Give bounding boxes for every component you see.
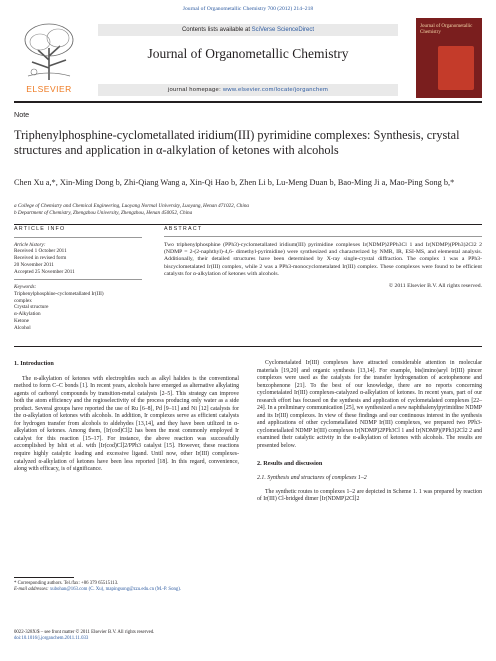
bottom-info	[14, 630, 314, 642]
intro-heading: 1. Introduction	[14, 360, 54, 367]
intro-paragraph: The α-alkylation of ketones with electrophiles such as alkyl halides is the conventional method to form C–C bonds [1]. In recent years, alcohols have emerged as alternative alkylating agents of carbonyl compounds by transition-metal catalysts [2–5]. This strategy can improve both the atom efficiency and the regioselectivity of the process producing only water as a side product. Several groups have reported the use of Ru [6–8], Pd [9–11] and Ni [12] catalysts for the α-alkylation of ketones with alcohols. In addition, Ir complexes serve as efficient catalysts for hydrogen transfer from alcohols to aldehydes [13,14], and they have been utilized in α-alkylation of ketones. Among them, [Ir(cod)Cl]2 has been the most commonly employed Ir catalyst for this reaction [15–17]. For instance, the above reaction was successfully accomplished by Ishii et al. with [Ir(cod)Cl]2/PPh3 catalyst [15]. However, these reactions require highly catalytic loading and excessive ligand. Until now, other Ir(III) complexes-catalyzed α-alkylation of ketones have been less reported [18]. In this regard, convenience, along with efficacy, is of significance.	[14, 375, 239, 473]
abstract-bottom-divider	[14, 346, 482, 347]
email-label: E-mail addresses:	[14, 586, 49, 592]
keyword-item: Triphenylphosphine-cyclometallated Ir(III)	[14, 290, 104, 297]
article-title: Triphenylphosphine-cyclometallated iridium(III) pyrimidine complexes: Synthesis, crystal structures and application in α-alkylation of ketones with alcohols	[14, 128, 460, 157]
contents-available	[98, 24, 398, 36]
footnote-divider	[14, 577, 74, 578]
history-revised-date: 20 November 2011	[14, 261, 54, 268]
keyword-item: α-Alkylation	[14, 311, 41, 318]
keyword-item: complex	[14, 297, 32, 304]
keywords-label: Keywords:	[14, 283, 37, 290]
footnotes	[14, 577, 239, 593]
author-list[interactable]: Chen Xu a,*, Xin-Ming Dong b, Zhi-Qiang Wang a, Xin-Qi Hao b, Zhen Li b, Lu-Meng Duan b, Bao-Ming Ji a, Mao-Ping Song b,*	[14, 178, 455, 187]
elsevier-tree-icon	[20, 20, 78, 82]
cover-artwork	[438, 46, 474, 90]
elsevier-wordmark: ELSEVIER	[26, 84, 72, 94]
abstract	[164, 226, 482, 289]
abstract-heading: ABSTRACT	[164, 226, 203, 232]
keyword-item: Alcohol	[14, 324, 31, 331]
keywords-divider	[14, 279, 142, 280]
article-info-divider	[14, 237, 142, 238]
article-info	[14, 226, 142, 332]
homepage-link[interactable]: www.elsevier.com/locate/jorganchem	[222, 87, 329, 93]
body-paragraph: Cyclometalated Ir(III) complexes have attracted considerable attention in molecular materials [19,20] and organic synthesis [13,14]. For example, bis(imino)aryl Ir(III) pincer complexes were used as the catalysts for the transfer hydrogenation of acetophenone and benzophenone [21]. To the best of our knowledge, there are no reports concerning cyclometalated Ir(III) complexes-catalyzed α-alkylation of ketones. In recent years, part of our research effort has focused on the synthesis and application of cyclometalated complexes [22–24]. In a preliminary communication [25], we synthesized a new naphthalenylpyrimidine NDMP and its Ir(III) complexes. In view of these findings and our continuous interest in the synthesis and applications of other cyclometallated NDMP Ir(III) complexes, we prepared two PPh3-cyclometallated NDMP Ir(III) complexes Ir(NDMP)2PPh3Cl 1 and Ir(NDMP)(PPh3)2Cl2 2 and examined their catalytic activity in the α-alkylation of ketones with alcohols. The results are presented below.	[257, 360, 482, 450]
corresponding-author-note: * Corresponding authors. Tel./fax: +86 379 65515113.	[14, 580, 119, 586]
history-label: Article history:	[14, 241, 46, 248]
issn-line: 0022-328X/$ – see front matter © 2011 Elsevier B.V. All rights reserved.	[14, 630, 155, 635]
contents-prefix: Contents lists available at	[181, 27, 252, 33]
affiliation-a: a College of Chemistry and Chemical Engineering, Luoyang Normal University, Luoyang, Henan 471022, China	[14, 203, 250, 209]
body-column-left	[14, 360, 239, 474]
email-addresses[interactable]: xubohan@163.com (C. Xu), mapingsong@zzu.edu.cn (M.-P. Song).	[49, 586, 182, 592]
synthesis-subheading: 2.1. Synthesis and structures of complexes 1–2	[257, 475, 367, 482]
article-type: Note	[14, 110, 30, 119]
affiliation-b: b Department of Chemistry, Zhengzhou University, Zhengzhou, Henan 450052, China	[14, 210, 193, 217]
history-revised: Received in revised form	[14, 255, 67, 262]
keyword-item: Crystal structure	[14, 304, 49, 311]
journal-reference[interactable]: Journal of Organometallic Chemistry 700 (2012) 214–218	[182, 6, 314, 12]
journal-homepage	[98, 84, 398, 96]
article-info-heading: ARTICLE INFO	[14, 226, 66, 232]
email-note	[14, 587, 239, 593]
doi-link[interactable]: doi:10.1016/j.jorganchem.2011.11.033	[14, 636, 89, 642]
body-column-right	[257, 360, 482, 504]
abstract-text: Two triphenylphosphine (PPh3)-cyclometallated iridium(III) pyrimidine complexes Ir(NDMP)2PPh3Cl 1 and Ir(NDMP)(PPh3)2Cl2 2 (NDMP = 2-(2-naphthyl)-4,6- dimethyl-pyrimidine) were synthesized and characterized by NMR, IR, ESI-MS, and elemental analysis. Additionally, their detailed structures have been determined by X-ray single-crystal diffraction. The complex 1 was a PPh3-biscyclometalated Ir(III) complex, while 2 was a PPh3-monocyclometalated Ir(III) complex. These complexes were found to be efficient catalysts for α-alkylation of ketones with alcohols.	[164, 241, 482, 278]
abstract-divider	[164, 236, 482, 237]
journal-title: Journal of Organometallic Chemistry	[147, 46, 349, 61]
header-divider	[14, 101, 482, 103]
abstract-copyright: © 2011 Elsevier B.V. All rights reserved.	[388, 282, 482, 289]
journal-cover-image	[416, 18, 482, 98]
history-accepted: Accepted 25 November 2011	[14, 268, 75, 275]
sciverse-link[interactable]: SciVerse ScienceDirect	[251, 27, 315, 33]
keyword-item: Ketone	[14, 317, 29, 324]
affiliations	[14, 203, 484, 218]
elsevier-logo	[14, 20, 84, 98]
results-heading: 2. Results and discussion	[257, 459, 323, 467]
synthesis-paragraph: The synthetic routes to complexes 1–2 are depicted in Scheme 1. 1 was prepared by reaction of Ir(III) Cl-bridged dimer [Ir(NDMP)2Cl]2	[257, 488, 482, 503]
homepage-prefix: journal homepage:	[167, 87, 223, 93]
history-received: Received 1 October 2011	[14, 248, 67, 255]
cover-title: Journal of Organometallic Chemistry	[420, 24, 473, 35]
meta-divider	[14, 224, 482, 225]
